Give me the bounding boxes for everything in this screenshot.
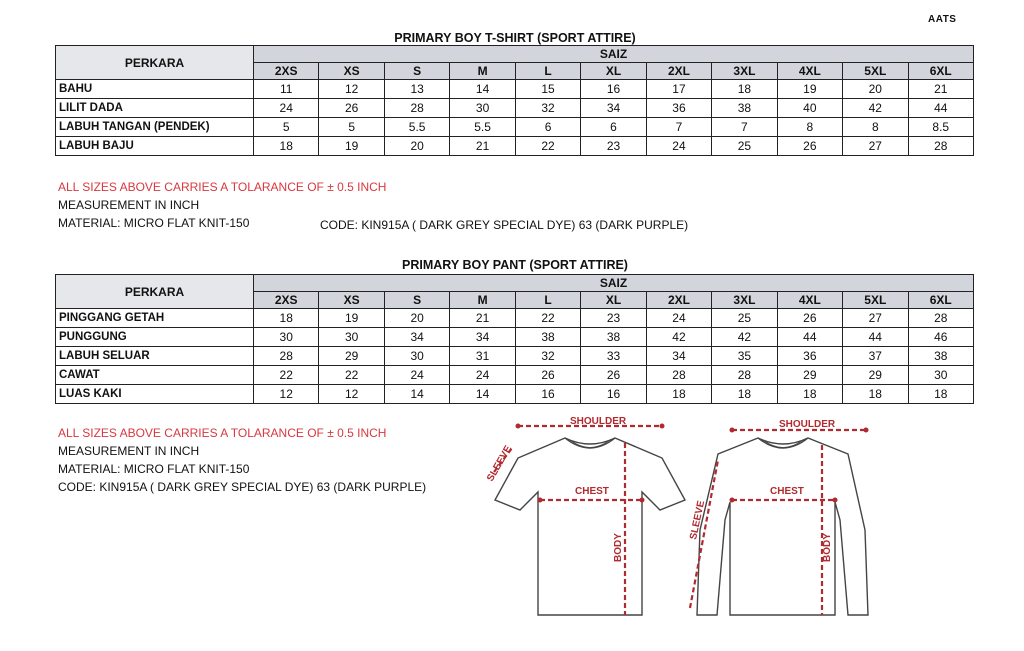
- sleeve-label: SLEEVE: [688, 499, 708, 541]
- table-cell: 34: [581, 99, 646, 118]
- table-cell: 28: [908, 137, 973, 156]
- measurement-diagram: [470, 410, 920, 635]
- tshirt-item-header: PERKARA: [56, 46, 254, 80]
- table-cell: 18: [254, 137, 319, 156]
- table-cell: 26: [777, 137, 842, 156]
- short-sleeve-tshirt-illustration: [495, 438, 685, 615]
- tshirt-size-table: [55, 45, 974, 156]
- size-col-header: 2XL: [646, 292, 711, 309]
- table-cell: 29: [843, 366, 908, 385]
- fabric-code-note: CODE: KIN915A ( DARK GREY SPECIAL DYE) 63 (DARK PURPLE): [320, 218, 689, 232]
- pant-notes: [58, 424, 426, 496]
- table-cell: 15: [515, 80, 580, 99]
- size-col-header: M: [450, 292, 515, 309]
- size-col-header: XL: [581, 292, 646, 309]
- table-cell: 34: [384, 328, 449, 347]
- table-cell: 27: [843, 137, 908, 156]
- size-col-header: L: [515, 63, 580, 80]
- table-cell: 19: [319, 309, 384, 328]
- table-cell: 30: [319, 328, 384, 347]
- table-cell: 40: [777, 99, 842, 118]
- table-cell: 28: [908, 309, 973, 328]
- table-cell: 22: [515, 137, 580, 156]
- table-cell: 5.5: [450, 118, 515, 137]
- material-note: MATERIAL: MICRO FLAT KNIT-150: [58, 216, 250, 230]
- size-col-header: 3XL: [712, 292, 777, 309]
- row-label: CAWAT: [56, 366, 254, 385]
- table-cell: 21: [908, 80, 973, 99]
- tshirt-table-title: PRIMARY BOY T-SHIRT (SPORT ATTIRE): [394, 31, 636, 45]
- table-cell: 29: [319, 347, 384, 366]
- measurement-note: MEASUREMENT IN INCH: [58, 444, 200, 458]
- row-label: LABUH TANGAN (PENDEK): [56, 118, 254, 137]
- size-col-header: L: [515, 292, 580, 309]
- table-row: [56, 385, 974, 404]
- table-cell: 32: [515, 99, 580, 118]
- table-cell: 22: [254, 366, 319, 385]
- table-cell: 37: [843, 347, 908, 366]
- size-col-header: S: [384, 63, 449, 80]
- table-cell: 8: [777, 118, 842, 137]
- table-cell: 19: [777, 80, 842, 99]
- table-cell: 21: [450, 309, 515, 328]
- table-row: [56, 137, 974, 156]
- size-col-header: 6XL: [908, 63, 973, 80]
- table-cell: 20: [384, 137, 449, 156]
- table-cell: 30: [384, 347, 449, 366]
- shoulder-label: SHOULDER: [570, 416, 627, 427]
- table-row: [56, 366, 974, 385]
- table-cell: 13: [384, 80, 449, 99]
- table-cell: 44: [777, 328, 842, 347]
- pant-table-body: [56, 309, 974, 404]
- table-row: [56, 80, 974, 99]
- table-cell: 24: [646, 137, 711, 156]
- tolerance-note: ALL SIZES ABOVE CARRIES A TOLARANCE OF ± 0.5 INCH: [58, 426, 387, 440]
- size-col-header: 5XL: [843, 292, 908, 309]
- table-cell: 18: [908, 385, 973, 404]
- table-cell: 18: [646, 385, 711, 404]
- table-cell: 12: [319, 80, 384, 99]
- table-cell: 7: [646, 118, 711, 137]
- size-col-header: 6XL: [908, 292, 973, 309]
- size-col-header: 2XS: [254, 292, 319, 309]
- table-cell: 25: [712, 137, 777, 156]
- pant-item-header: PERKARA: [56, 275, 254, 309]
- table-cell: 12: [319, 385, 384, 404]
- table-cell: 28: [712, 366, 777, 385]
- body-label: BODY: [822, 533, 833, 562]
- table-cell: 46: [908, 328, 973, 347]
- table-cell: 24: [254, 99, 319, 118]
- table-cell: 35: [712, 347, 777, 366]
- table-cell: 23: [581, 309, 646, 328]
- row-label: LABUH SELUAR: [56, 347, 254, 366]
- table-cell: 28: [384, 99, 449, 118]
- table-cell: 28: [646, 366, 711, 385]
- table-cell: 16: [581, 80, 646, 99]
- table-cell: 42: [712, 328, 777, 347]
- table-cell: 25: [712, 309, 777, 328]
- row-label: PINGGANG GETAH: [56, 309, 254, 328]
- table-cell: 44: [908, 99, 973, 118]
- row-label: LABUH BAJU: [56, 137, 254, 156]
- fabric-code-note: CODE: KIN915A ( DARK GREY SPECIAL DYE) 63 (DARK PURPLE): [58, 480, 427, 494]
- table-row: [56, 328, 974, 347]
- document-code: AATS: [928, 14, 957, 25]
- table-cell: 6: [581, 118, 646, 137]
- body-label: BODY: [613, 533, 624, 562]
- table-cell: 34: [646, 347, 711, 366]
- table-cell: 8: [843, 118, 908, 137]
- table-cell: 7: [712, 118, 777, 137]
- tolerance-note: ALL SIZES ABOVE CARRIES A TOLARANCE OF ± 0.5 INCH: [58, 180, 387, 194]
- long-sleeve-tshirt-illustration: [697, 438, 868, 615]
- table-cell: 18: [777, 385, 842, 404]
- table-cell: 36: [777, 347, 842, 366]
- row-label: PUNGGUNG: [56, 328, 254, 347]
- material-note: MATERIAL: MICRO FLAT KNIT-150: [58, 462, 250, 476]
- row-label: LUAS KAKI: [56, 385, 254, 404]
- table-cell: 17: [646, 80, 711, 99]
- table-cell: 12: [254, 385, 319, 404]
- table-cell: 18: [843, 385, 908, 404]
- chest-label: CHEST: [575, 486, 609, 497]
- size-col-header: XL: [581, 63, 646, 80]
- size-col-header: M: [450, 63, 515, 80]
- table-cell: 29: [777, 366, 842, 385]
- sleeve-label: SLEEVE: [485, 443, 515, 484]
- table-cell: 5: [254, 118, 319, 137]
- table-cell: 14: [450, 385, 515, 404]
- table-row: [56, 347, 974, 366]
- table-cell: 18: [712, 385, 777, 404]
- table-cell: 16: [581, 385, 646, 404]
- table-cell: 14: [450, 80, 515, 99]
- chest-label: CHEST: [770, 486, 804, 497]
- tshirt-size-header: SAIZ: [254, 46, 974, 63]
- table-row: [56, 99, 974, 118]
- table-cell: 18: [254, 309, 319, 328]
- table-cell: 21: [450, 137, 515, 156]
- row-label: BAHU: [56, 80, 254, 99]
- shoulder-label: SHOULDER: [779, 419, 836, 430]
- table-row: [56, 118, 974, 137]
- size-col-header: 3XL: [712, 63, 777, 80]
- size-col-header: 4XL: [777, 63, 842, 80]
- size-col-header: 2XL: [646, 63, 711, 80]
- size-col-header: XS: [319, 63, 384, 80]
- table-cell: 26: [777, 309, 842, 328]
- table-cell: 38: [908, 347, 973, 366]
- table-cell: 26: [319, 99, 384, 118]
- table-cell: 26: [581, 366, 646, 385]
- size-col-header: 5XL: [843, 63, 908, 80]
- pant-size-header: SAIZ: [254, 275, 974, 292]
- table-row: [56, 309, 974, 328]
- table-cell: 19: [319, 137, 384, 156]
- table-cell: 38: [712, 99, 777, 118]
- table-cell: 24: [450, 366, 515, 385]
- table-cell: 24: [384, 366, 449, 385]
- table-cell: 8.5: [908, 118, 973, 137]
- table-cell: 23: [581, 137, 646, 156]
- table-cell: 18: [712, 80, 777, 99]
- table-cell: 42: [646, 328, 711, 347]
- table-cell: 20: [384, 309, 449, 328]
- table-cell: 20: [843, 80, 908, 99]
- table-cell: 22: [319, 366, 384, 385]
- table-cell: 44: [843, 328, 908, 347]
- table-cell: 5: [319, 118, 384, 137]
- table-cell: 38: [581, 328, 646, 347]
- table-cell: 38: [515, 328, 580, 347]
- table-cell: 27: [843, 309, 908, 328]
- table-cell: 34: [450, 328, 515, 347]
- size-col-header: S: [384, 292, 449, 309]
- table-cell: 14: [384, 385, 449, 404]
- size-col-header: XS: [319, 292, 384, 309]
- row-label: LILIT DADA: [56, 99, 254, 118]
- size-col-header: 4XL: [777, 292, 842, 309]
- pant-size-table: [55, 274, 974, 404]
- table-cell: 5.5: [384, 118, 449, 137]
- table-cell: 6: [515, 118, 580, 137]
- table-cell: 24: [646, 309, 711, 328]
- tshirt-table-body: [56, 80, 974, 156]
- table-cell: 28: [254, 347, 319, 366]
- measurement-note: MEASUREMENT IN INCH: [58, 198, 200, 212]
- table-cell: 22: [515, 309, 580, 328]
- table-cell: 30: [908, 366, 973, 385]
- table-cell: 33: [581, 347, 646, 366]
- table-cell: 36: [646, 99, 711, 118]
- table-cell: 32: [515, 347, 580, 366]
- table-cell: 16: [515, 385, 580, 404]
- size-col-header: 2XS: [254, 63, 319, 80]
- pant-table-title: PRIMARY BOY PANT (SPORT ATTIRE): [402, 258, 628, 272]
- table-cell: 42: [843, 99, 908, 118]
- table-cell: 30: [450, 99, 515, 118]
- table-cell: 26: [515, 366, 580, 385]
- table-cell: 11: [254, 80, 319, 99]
- table-cell: 30: [254, 328, 319, 347]
- table-cell: 31: [450, 347, 515, 366]
